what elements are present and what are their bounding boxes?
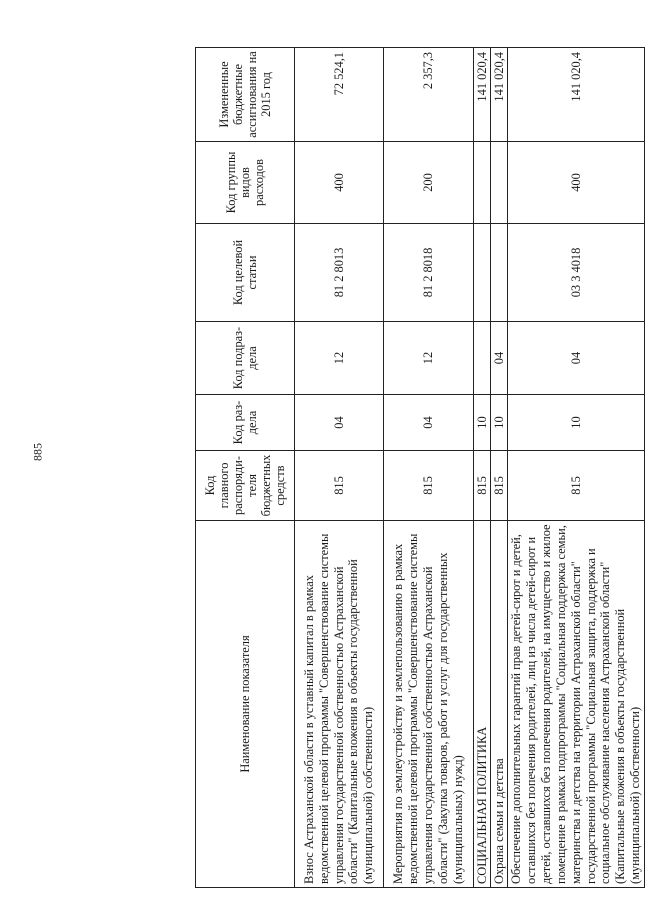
cell-razdel: 10 — [508, 395, 645, 451]
header-vr: Код группы видов расходов — [196, 142, 295, 224]
cell-podrazdel: 04 — [508, 322, 645, 395]
cell-grbs: 815 — [474, 451, 491, 521]
cell-amount: 141 020,4 — [508, 48, 645, 142]
table-row — [474, 48, 491, 888]
cell-razdel: 04 — [384, 395, 474, 451]
header-name: Наименование показателя — [196, 521, 295, 888]
cell-csr: 03 3 4018 — [508, 224, 645, 322]
cell-vr: 400 — [295, 142, 384, 224]
cell-name: Обеспечение дополнительных гарантий прав детей-сирот и детей, оставшихся без попечения родителей, лиц из числа детей-сирот и детей, оставшихся без попечения родителей, на имущество и жилое помещение в рамках подпрограммы "Социальная поддержка семьи, материнства и детства на территории Астраханской области" государственной программы "Социальная защита, поддержка и социальное обслуживание населения Астраханской области" (Капитальные вложения в объекты государственной (муниципальной) собственности) — [508, 521, 645, 888]
cell-csr — [474, 224, 491, 322]
table-row — [295, 48, 384, 888]
cell-podrazdel — [474, 322, 491, 395]
cell-vr — [491, 142, 508, 224]
cell-csr: 81 2 8013 — [295, 224, 384, 322]
cell-vr: 400 — [508, 142, 645, 224]
cell-amount: 141 020,4 — [474, 48, 491, 142]
cell-podrazdel: 12 — [384, 322, 474, 395]
cell-name: Взнос Астраханской области в уставный капитал в рамках ведомственной целевой программы "Совершенствование системы управления государственной собственностью Астраханской области" (Капитальные вложения в объекты государственной (муниципальной) собственности) — [295, 521, 384, 888]
cell-vr: 200 — [384, 142, 474, 224]
header-grbs: Код главного распоряди-теля бюджетных средств — [196, 451, 295, 521]
cell-csr — [491, 224, 508, 322]
cell-amount: 141 020,4 — [491, 48, 508, 142]
cell-razdel: 10 — [474, 395, 491, 451]
cell-amount: 2 357,3 — [384, 48, 474, 142]
cell-name: СОЦИАЛЬНАЯ ПОЛИТИКА — [474, 521, 491, 888]
cell-grbs: 815 — [295, 451, 384, 521]
cell-podrazdel: 12 — [295, 322, 384, 395]
cell-podrazdel: 04 — [491, 322, 508, 395]
header-razdel: Код раз-дела — [196, 395, 295, 451]
cell-razdel: 04 — [295, 395, 384, 451]
budget-table-container — [195, 48, 643, 888]
cell-amount: 72 524,1 — [295, 48, 384, 142]
cell-razdel: 10 — [491, 395, 508, 451]
cell-csr: 81 2 8018 — [384, 224, 474, 322]
header-amount: Измененные бюджетные ассигнования на 2015 год — [196, 48, 295, 142]
cell-grbs: 815 — [508, 451, 645, 521]
table-row — [491, 48, 508, 888]
table-row — [384, 48, 474, 888]
budget-table — [195, 47, 645, 888]
cell-vr — [474, 142, 491, 224]
cell-grbs: 815 — [491, 451, 508, 521]
cell-grbs: 815 — [384, 451, 474, 521]
header-csr: Код целевой статьи — [196, 224, 295, 322]
cell-name: Мероприятия по землеустройству и землепользованию в рамках ведомственной целевой программы "Совершенствование системы управления государственной собственностью Астраханской области" (Закупка товаров, работ и услуг для государственных (муниципальных) нужд) — [384, 521, 474, 888]
cell-name: Охрана семьи и детства — [491, 521, 508, 888]
header-podrazdel: Код подраз-дела — [196, 322, 295, 395]
table-row — [508, 48, 645, 888]
header-row — [196, 48, 295, 888]
page-number: 885 — [30, 443, 45, 461]
